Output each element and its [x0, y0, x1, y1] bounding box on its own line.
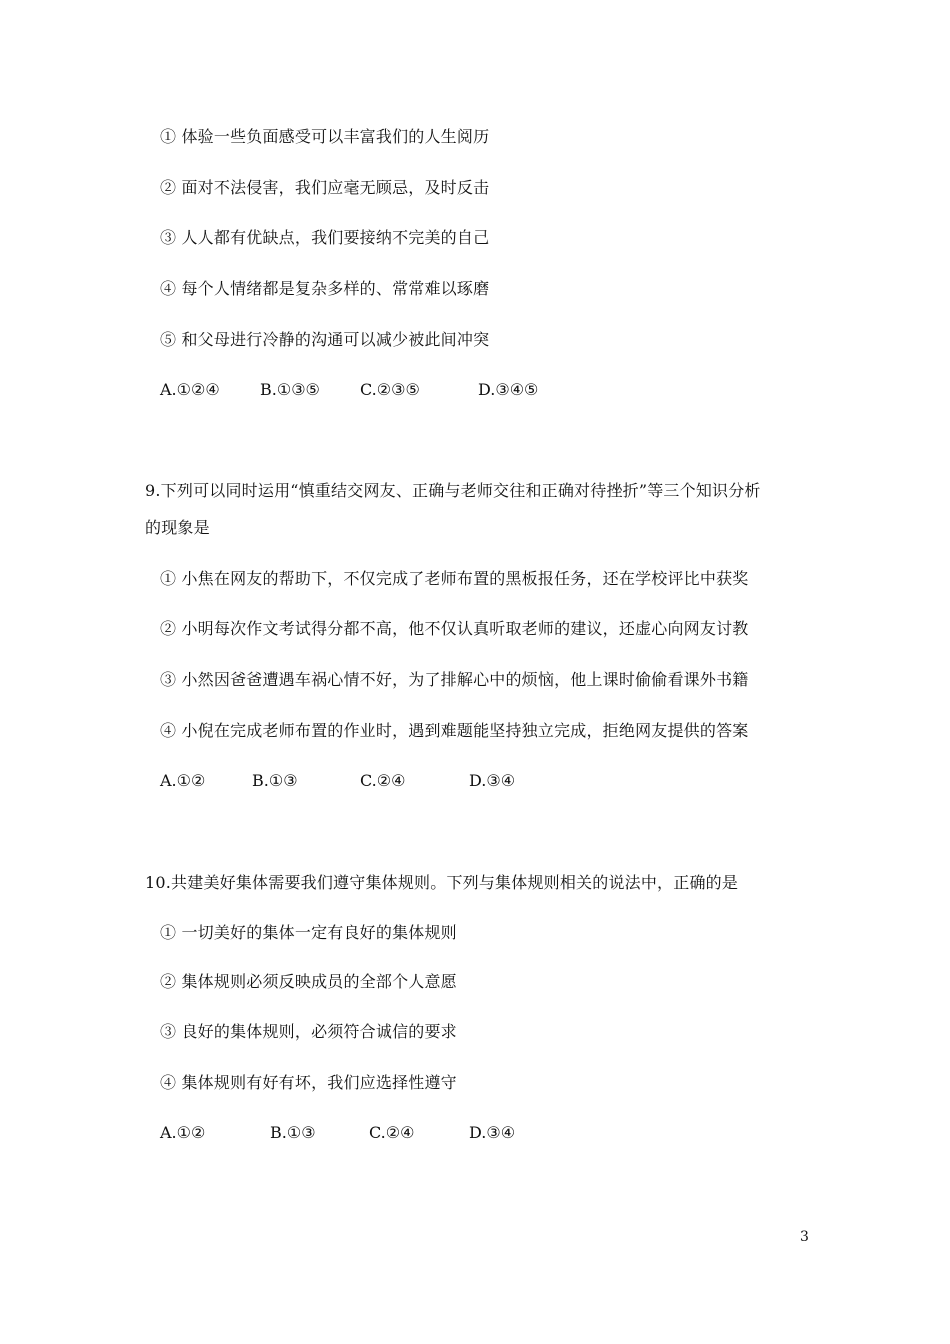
q10-choice-c: C.②④: [369, 1123, 415, 1142]
q8-choice-b: B.①③⑤: [260, 380, 320, 399]
q9-option-1: ① 小焦在网友的帮助下，不仅完成了老师布置的黑板报任务，还在学校评比中获奖: [160, 569, 749, 588]
q9-answer-choices: [160, 770, 520, 792]
q8-option-5: ⑤ 和父母进行冷静的沟通可以减少被此间冲突: [160, 330, 490, 349]
q9-option-3: ③ 小然因爸爸遭遇车祸心情不好，为了排解心中的烦恼，他上课时偷偷看课外书籍: [160, 670, 749, 689]
q9-choice-a: A.①②: [160, 771, 206, 790]
page-number: 3: [800, 1229, 809, 1245]
q9-option-2: ② 小明每次作文考试得分都不高，他不仅认真听取老师的建议，还虚心向网友讨教: [160, 619, 749, 638]
q9-choice-c: C.②④: [360, 771, 406, 790]
q10-option-1: ① 一切美好的集体一定有良好的集体规则: [160, 923, 457, 942]
q10-option-4: ④ 集体规则有好有坏，我们应选择性遵守: [160, 1073, 457, 1092]
q8-choice-d: D.③④⑤: [478, 380, 539, 399]
q10-choice-a: A.①②: [160, 1123, 206, 1142]
q8-option-3: ③ 人人都有优缺点，我们要接纳不完美的自己: [160, 228, 490, 247]
q10-answer-choices: [160, 1122, 520, 1144]
q9-stem-line-1: 9.下列可以同时运用“慎重结交网友、正确与老师交往和正确对待挫折”等三个知识分析: [145, 481, 761, 500]
q10-stem: 10.共建美好集体需要我们遵守集体规则。下列与集体规则相关的说法中，正确的是: [145, 873, 739, 892]
q10-choice-b: B.①③: [270, 1123, 316, 1142]
q9-choice-b: B.①③: [252, 771, 298, 790]
q8-option-2: ② 面对不法侵害，我们应毫无顾忌，及时反击: [160, 178, 490, 197]
q8-choice-a: A.①②④: [160, 380, 220, 399]
q8-answer-choices: [160, 379, 539, 401]
q10-choice-d: D.③④: [469, 1123, 516, 1142]
q9-option-4: ④ 小倪在完成老师布置的作业时，遇到难题能坚持独立完成，拒绝网友提供的答案: [160, 721, 749, 740]
q8-option-4: ④ 每个人情绪都是复杂多样的、常常难以琢磨: [160, 279, 490, 298]
q9-stem-line-2: 的现象是: [145, 518, 210, 537]
q10-option-2: ② 集体规则必须反映成员的全部个人意愿: [160, 972, 457, 991]
q10-option-3: ③ 良好的集体规则，必须符合诚信的要求: [160, 1022, 457, 1041]
q8-choice-c: C.②③⑤: [360, 380, 420, 399]
q9-choice-d: D.③④: [469, 771, 516, 790]
q8-option-1: ① 体验一些负面感受可以丰富我们的人生阅历: [160, 127, 490, 146]
